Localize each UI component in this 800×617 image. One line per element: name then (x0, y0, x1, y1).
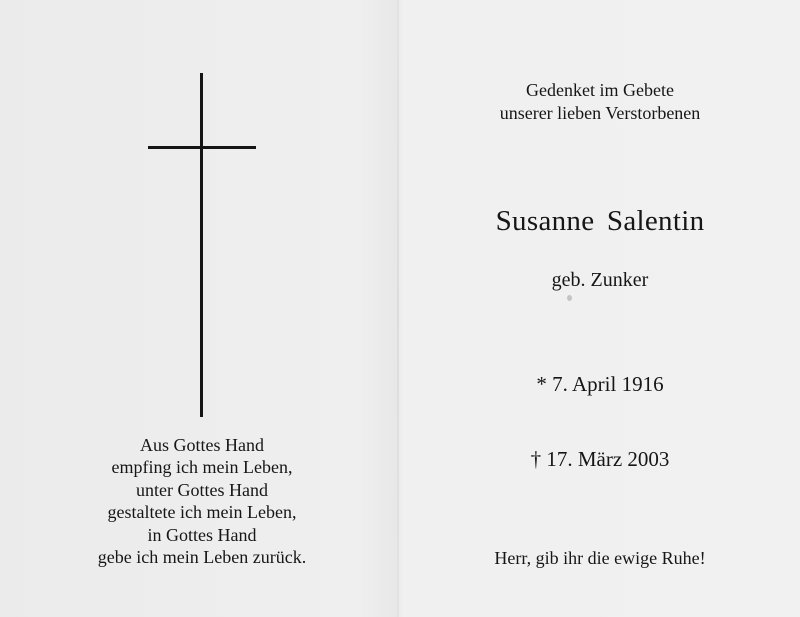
poem (62, 434, 342, 568)
blessing-text: Herr, gib ihr die ewige Ruhe! (494, 548, 706, 568)
poem-line: gebe ich mein Leben zurück. (97, 547, 307, 568)
heading-line-1: Gedenket im Gebete (526, 80, 674, 100)
poem-line: in Gottes Hand (147, 524, 257, 545)
poem-line: unter Gottes Hand (136, 479, 268, 500)
cross-horizontal-beam (148, 146, 256, 149)
heading-line-2: unserer lieben Verstorbenen (499, 103, 701, 123)
deceased-name: Susanne Salentin (495, 205, 705, 237)
poem-line: Aus Gottes Hand (140, 435, 264, 455)
paper-speck (567, 295, 572, 301)
birth-date: * 7. April 1916 (536, 372, 664, 396)
cross-vertical-beam (200, 73, 203, 417)
memorial-heading (430, 79, 770, 125)
poem-line: empfing ich mein Leben, (111, 457, 293, 478)
fold-line (397, 0, 399, 617)
maiden-name: geb. Zunker (551, 269, 649, 291)
poem-line: gestaltete ich mein Leben, (107, 502, 297, 523)
death-date: † 17. März 2003 (530, 447, 670, 471)
